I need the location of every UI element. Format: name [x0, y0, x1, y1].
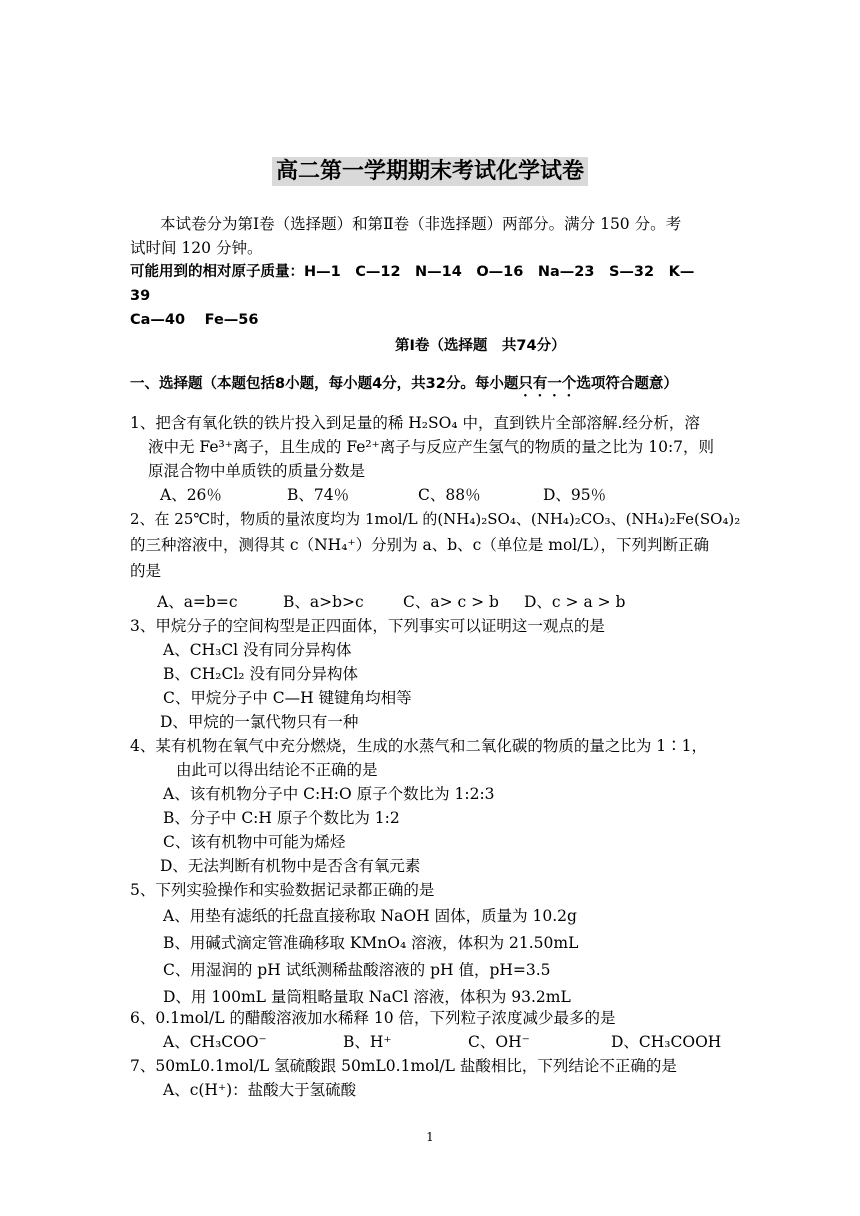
q1-option-d: D、95％ — [543, 486, 607, 504]
q4-option-d: D、无法判断有机物中是否含有氧元素 — [160, 857, 421, 875]
question-1-line-2: 液中无 Fe³⁺离子，且生成的 Fe²⁺离子与反应产生氢气的物质的量之比为 10:7，则 — [148, 438, 715, 456]
q6-option-b: B、H⁺ — [343, 1033, 392, 1051]
q2-option-d: D、c > a > b — [524, 593, 626, 611]
q4-option-a: A、该有机物分子中 C:H:O 原子个数比为 1:2:3 — [163, 785, 495, 803]
q4-option-c: C、该有机物中可能为烯烃 — [163, 833, 346, 851]
q5-option-d: D、用 100mL 量筒粗略量取 NaCl 溶液，体积为 93.2mL — [163, 988, 571, 1006]
question-2-line-1: 2、在 25℃时，物质的量浓度均为 1mol/L 的(NH₄)₂SO₄、(NH₄)₂CO₃、(NH₄)₂Fe(SO₄)₂ — [130, 510, 741, 528]
q5-option-b: B、用碱式滴定管准确移取 KMnO₄ 溶液，体积为 21.50mL — [163, 934, 579, 952]
q6-option-a: A、CH₃COO⁻ — [163, 1033, 267, 1051]
atomic-masses-line-1: 可能用到的相对原子质量：H—1 C—12 N—14 O—16 Na—23 S—32 K— — [130, 264, 695, 280]
question-5-line-1: 5、下列实验操作和实验数据记录都正确的是 — [130, 881, 435, 899]
q3-option-a: A、CH₃Cl 没有同分异构体 — [163, 641, 352, 659]
question-7-line-1: 7、50mL0.1mol/L 氢硫酸跟 50mL0.1mol/L 盐酸相比，下列结论不正确的是 — [130, 1057, 677, 1075]
q7-option-a: A、c(H⁺)：盐酸大于氢硫酸 — [163, 1081, 357, 1099]
question-3-line-1: 3、甲烷分子的空间构型是正四面体，下列事实可以证明这一观点的是 — [130, 617, 605, 635]
part1-heading: 第Ⅰ卷（选择题 共74分） — [395, 338, 566, 354]
atomic-masses-line-3: Ca—40 Fe—56 — [130, 312, 259, 328]
question-6-line-1: 6、0.1mol/L 的醋酸溶液加水稀释 10 倍，下列粒子浓度减少最多的是 — [130, 1009, 616, 1027]
q3-option-d: D、甲烷的一氯代物只有一种 — [160, 713, 359, 731]
question-4-line-1: 4、某有机物在氧气中充分燃烧，生成的水蒸气和二氧化碳的物质的量之比为 1∶1， — [130, 737, 708, 755]
q4-option-b: B、分子中 C:H 原子个数比为 1:2 — [163, 809, 400, 827]
question-2-line-2: 的三种溶液中，测得其 c（NH₄⁺）分别为 a、b、c（单位是 mol/L），下列判断正确 — [130, 536, 710, 554]
intro-line-1: 本试卷分为第Ⅰ卷（选择题）和第Ⅱ卷（非选择题）两部分。满分 150 分。考 — [160, 215, 682, 233]
q1-option-b: B、74％ — [287, 486, 350, 504]
section1-heading: 一、选择题（本题包括8小题，每小题4分，共32分。每小题只有一个选项符合题意） — [130, 376, 678, 392]
q6-option-d: D、CH₃COOH — [611, 1033, 722, 1051]
q2-option-a: A、a=b=c — [157, 593, 238, 611]
atomic-masses-line-2: 39 — [130, 288, 151, 304]
q2-option-b: B、a>b>c — [283, 593, 364, 611]
q3-option-c: C、甲烷分子中 C—H 键键角均相等 — [163, 689, 412, 707]
q2-option-c: C、a> c > b — [403, 593, 499, 611]
intro-line-2: 试时间 120 分钟。 — [130, 239, 263, 257]
q5-option-a: A、用垫有滤纸的托盘直接称取 NaOH 固体，质量为 10.2g — [163, 907, 577, 925]
question-1-line-1: 1、把含有氧化铁的铁片投入到足量的稀 H₂SO₄ 中，直到铁片全部溶解.经分析，溶 — [130, 414, 700, 432]
q6-option-c: C、OH⁻ — [468, 1033, 530, 1051]
q1-option-a: A、26％ — [160, 486, 222, 504]
document-title: 高二第一学期期末考试化学试卷 — [0, 154, 860, 185]
q1-option-c: C、88％ — [418, 486, 481, 504]
question-1-line-3: 原混合物中单质铁的质量分数是 — [148, 462, 366, 480]
question-4-line-2: 由此可以得出结论不正确的是 — [176, 761, 378, 779]
q3-option-b: B、CH₂Cl₂ 没有同分异构体 — [163, 665, 358, 683]
question-2-line-3: 的是 — [130, 562, 162, 580]
page-number: 1 — [426, 1130, 434, 1144]
q5-option-c: C、用湿润的 pH 试纸测稀盐酸溶液的 pH 值，pH=3.5 — [163, 961, 551, 979]
